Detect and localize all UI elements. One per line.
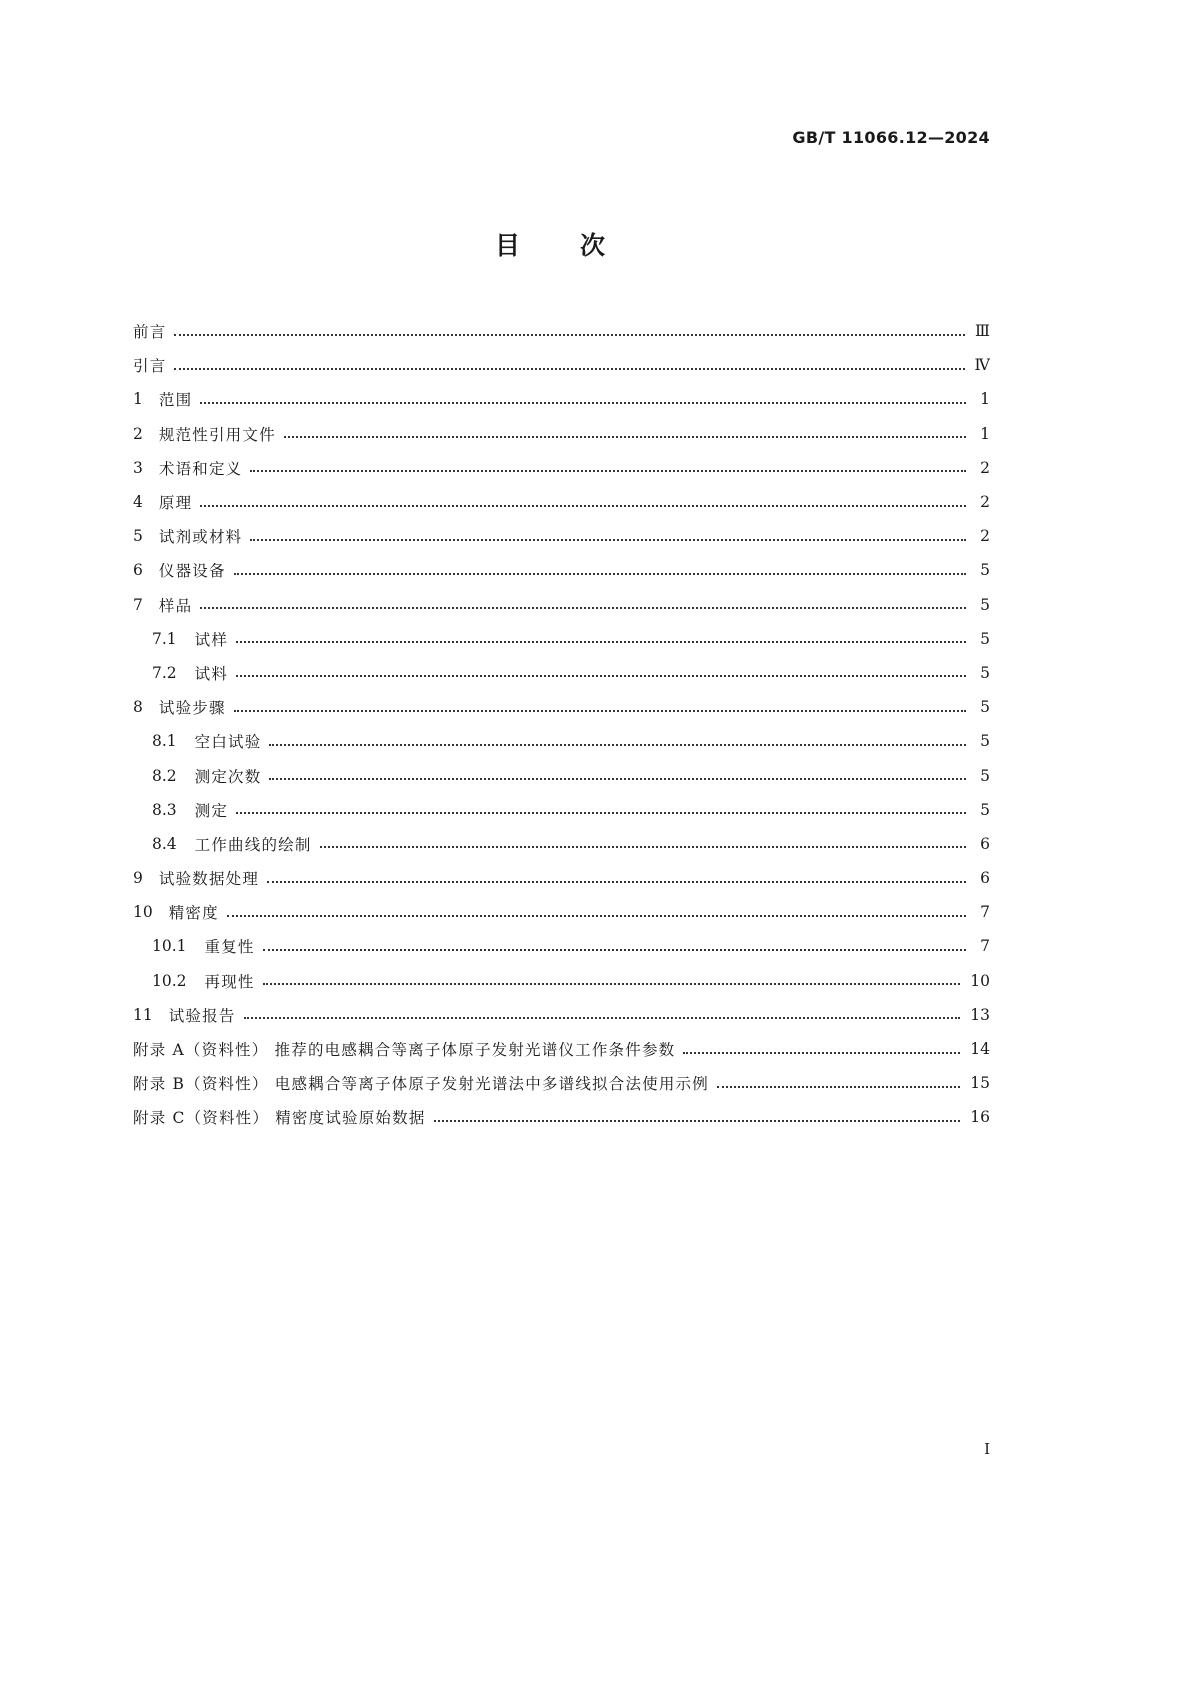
toc-entry-page: 2: [980, 493, 990, 512]
toc-entry-number: 8.1: [152, 732, 177, 751]
toc-entry-number: 2: [133, 424, 143, 443]
toc-dot-leader: [269, 777, 966, 780]
toc-entry-label: 精密度: [168, 904, 219, 923]
toc-dot-leader: [174, 333, 965, 336]
toc-entry-number: 5: [133, 527, 143, 546]
toc-entry-page: 15: [970, 1074, 990, 1093]
toc-entry-page: 7: [980, 903, 990, 922]
toc-dot-leader: [236, 811, 966, 814]
toc-entry[interactable]: [133, 622, 990, 656]
toc-entry[interactable]: [133, 998, 990, 1032]
toc-entry[interactable]: [133, 485, 990, 519]
toc-entry-label: 试剂或材料: [158, 528, 243, 547]
toc-entry[interactable]: [133, 895, 990, 929]
toc-entry-label: 规范性引用文件: [158, 425, 276, 444]
toc-entry-number: 8.3: [152, 800, 177, 819]
toc-dot-leader: [434, 1119, 961, 1122]
toc-entry[interactable]: [133, 827, 990, 861]
toc-entry[interactable]: [133, 724, 990, 758]
toc-entry[interactable]: [133, 690, 990, 724]
toc-entry-label: 附录 B（资料性） 电感耦合等离子体原子发射光谱法中多谱线拟合法使用示例: [133, 1075, 709, 1094]
toc-dot-leader: [263, 948, 966, 951]
toc-entry-label: 工作曲线的绘制: [194, 835, 312, 854]
toc-entry-number: 7.1: [152, 629, 177, 648]
toc-dot-leader: [236, 640, 966, 643]
toc-dot-leader: [244, 1016, 961, 1019]
toc-dot-leader: [227, 914, 966, 917]
toc-entry-number: 1: [133, 390, 143, 409]
toc-dot-leader: [269, 743, 966, 746]
toc-entry-page: 7: [980, 937, 990, 956]
toc-entry[interactable]: [133, 964, 990, 998]
toc-entry-page: 5: [980, 629, 990, 648]
document-code: GB/T 11066.12—2024: [792, 128, 990, 147]
toc-entry-page: 1: [980, 390, 990, 409]
toc-entry-label: 前言: [133, 323, 167, 342]
toc-entry-page: 5: [980, 595, 990, 614]
toc-dot-leader: [200, 606, 966, 609]
toc-entry[interactable]: [133, 553, 990, 587]
toc-entry[interactable]: [133, 382, 990, 416]
toc-entry-label: 试验报告: [168, 1006, 236, 1025]
toc-entry-number: 9: [133, 869, 143, 888]
toc-entry-number: 7: [133, 595, 143, 614]
toc-entry-label: 仪器设备: [158, 562, 226, 581]
toc-entry-label: 附录 C（资料性） 精密度试验原始数据: [133, 1109, 426, 1128]
toc-entry[interactable]: [133, 758, 990, 792]
toc-entry-label: 试验数据处理: [158, 870, 260, 889]
toc-entry-page: 5: [980, 561, 990, 580]
toc-entry-page: 1: [980, 424, 990, 443]
toc-dot-leader: [267, 880, 966, 883]
toc-entry[interactable]: [133, 861, 990, 895]
toc-entry[interactable]: [133, 348, 990, 382]
toc-entry-number: 10.2: [152, 971, 187, 990]
toc-dot-leader: [717, 1085, 960, 1088]
toc-entry-label: 样品: [158, 596, 193, 615]
toc-entry-page: 5: [980, 800, 990, 819]
toc-dot-leader: [200, 504, 966, 507]
page-title: 目次: [494, 231, 665, 260]
toc-entry-label: 试料: [194, 664, 229, 683]
toc-entry-label: 附录 A（资料性） 推荐的电感耦合等离子体原子发射光谱仪工作条件参数: [133, 1041, 676, 1060]
toc-entry[interactable]: [133, 1066, 990, 1100]
toc-entry-page: 2: [980, 527, 990, 546]
toc-dot-leader: [234, 572, 966, 575]
toc-entry-page: 6: [980, 869, 990, 888]
toc-entry-number: 6: [133, 561, 143, 580]
toc-entry-page: 14: [970, 1040, 990, 1059]
toc-entry-label: 测定次数: [194, 767, 262, 786]
toc-entry-number: 4: [133, 493, 143, 512]
toc-entry-page: Ⅳ: [974, 356, 990, 375]
toc-entry-label: 原理: [158, 494, 193, 513]
toc-entry-label: 重复性: [204, 938, 255, 957]
toc-entry-label: 试验步骤: [158, 699, 226, 718]
toc-entry[interactable]: [133, 588, 990, 622]
toc-entry-label: 试样: [194, 630, 229, 649]
toc-dot-leader: [174, 367, 964, 370]
toc-entry-label: 再现性: [204, 972, 255, 991]
toc-entry-page: 10: [970, 971, 990, 990]
toc-entry-number: 11: [133, 1005, 153, 1024]
toc-entry[interactable]: [133, 451, 990, 485]
toc-entry-number: 8.4: [152, 834, 177, 853]
toc-entry-number: 7.2: [152, 663, 177, 682]
toc-entry-number: 10.1: [152, 937, 187, 956]
toc-dot-leader: [683, 1051, 960, 1054]
toc-entry[interactable]: [133, 314, 990, 348]
toc-dot-leader: [250, 538, 966, 541]
toc-entry[interactable]: [133, 656, 990, 690]
toc-entry-page: 5: [980, 698, 990, 717]
toc-entry-label: 测定: [194, 801, 229, 820]
toc-entry[interactable]: [133, 929, 990, 963]
toc-entry-page: 6: [980, 834, 990, 853]
toc-dot-leader: [263, 982, 961, 985]
toc-entry-page: Ⅲ: [975, 322, 990, 341]
page-number: I: [984, 1440, 990, 1458]
toc-entry-number: 8.2: [152, 766, 177, 785]
toc-entry-label: 引言: [133, 357, 167, 376]
toc-dot-leader: [284, 435, 966, 438]
toc-entry-page: 2: [980, 458, 990, 477]
toc-entry-label: 范围: [158, 391, 193, 410]
toc-entry-label: 空白试验: [194, 733, 262, 752]
toc-entry[interactable]: [133, 793, 990, 827]
toc-entry[interactable]: [133, 1032, 990, 1066]
toc-entry-page: 5: [980, 663, 990, 682]
toc-dot-leader: [320, 845, 966, 848]
table-of-contents: [133, 314, 990, 1135]
toc-dot-leader: [236, 674, 966, 677]
toc-entry-page: 16: [970, 1108, 990, 1127]
toc-entry-label: 术语和定义: [158, 459, 243, 478]
toc-entry-page: 5: [980, 732, 990, 751]
toc-entry-number: 3: [133, 458, 143, 477]
toc-entry-page: 13: [970, 1005, 990, 1024]
toc-dot-leader: [250, 469, 966, 472]
toc-entry-number: 10: [133, 903, 153, 922]
toc-entry-page: 5: [980, 766, 990, 785]
toc-dot-leader: [200, 401, 966, 404]
toc-dot-leader: [234, 709, 966, 712]
toc-entry-number: 8: [133, 698, 143, 717]
toc-entry[interactable]: [133, 519, 990, 553]
toc-entry[interactable]: [133, 1100, 990, 1134]
toc-entry[interactable]: [133, 417, 990, 451]
